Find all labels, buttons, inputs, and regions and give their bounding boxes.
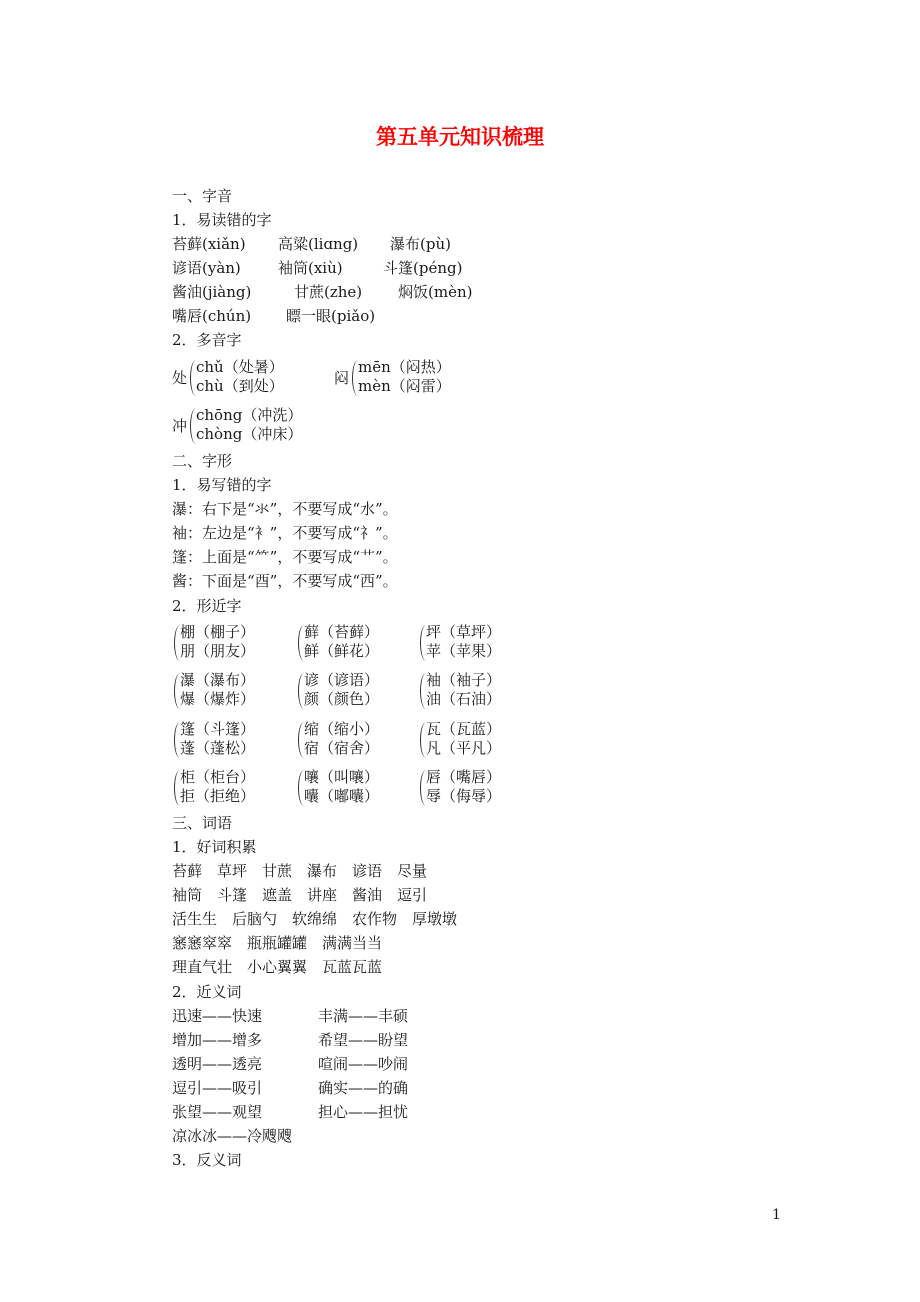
pinyin-item: 斗篷(péng) <box>383 259 463 277</box>
similar-char-pair <box>418 671 528 711</box>
polyphone-group <box>172 358 312 398</box>
writing-note: 酱：下面是“酉”，不要写成“西”。 <box>172 572 398 590</box>
word-list-line: 袖筒 斗篷 遮盖 讲座 酱油 逗引 <box>172 886 428 904</box>
similar-char: 油（石油） <box>426 690 502 708</box>
similar-char: 凡（平凡） <box>426 739 502 757</box>
synonym-pair: 逗引——吸引 <box>172 1079 263 1097</box>
subheading-synonyms: 2．近义词 <box>172 983 242 1001</box>
similar-char: 拒（拒绝） <box>180 787 256 805</box>
writing-note: 袖：左边是“衤”，不要写成“礻”。 <box>172 524 398 542</box>
similar-char: 柜（柜台） <box>180 768 256 786</box>
subheading-similar-chars: 2．形近字 <box>172 597 242 615</box>
similar-char-pair <box>296 623 406 663</box>
similar-char: 蓬（蓬松） <box>180 739 256 757</box>
similar-char: 唇（嘴唇） <box>426 768 502 786</box>
similar-char-pair <box>296 768 406 808</box>
similar-char: 棚（棚子） <box>180 623 256 641</box>
word-list-line: 理直气壮 小心翼翼 瓦蓝瓦蓝 <box>172 958 383 976</box>
similar-char-pair <box>172 623 282 663</box>
similar-char-pair <box>296 720 406 760</box>
page-number: 1 <box>772 1207 781 1223</box>
pinyin-item: 苔藓(xiǎn) <box>172 235 246 253</box>
polyphone-char: 闷 <box>334 369 350 387</box>
similar-char: 囔（嘟囔） <box>304 787 380 805</box>
polyphone-char: 处 <box>172 369 188 387</box>
synonym-pair: 丰满——丰硕 <box>318 1007 409 1025</box>
synonym-pair: 希望——盼望 <box>318 1031 409 1049</box>
synonym-pair: 透明——透亮 <box>172 1055 263 1073</box>
synonym-pair: 增加——增多 <box>172 1031 263 1049</box>
writing-note: 瀑：右下是“氺”，不要写成“水”。 <box>172 500 398 518</box>
polyphone-char: 冲 <box>172 417 188 435</box>
polyphone-reading: chōng（冲洗） <box>196 406 303 424</box>
polyphone-reading: mèn（闷雷） <box>358 377 451 395</box>
similar-char-pair <box>418 768 528 808</box>
similar-char: 瀑（瀑布） <box>180 671 256 689</box>
page-title: 第五单元知识梳理 <box>376 124 544 149</box>
pinyin-item: 高粱(liɑng) <box>278 235 359 253</box>
similar-char: 缩（缩小） <box>304 720 380 738</box>
synonym-pair: 迅速——快速 <box>172 1007 263 1025</box>
polyphone-reading: mēn（闷热） <box>358 358 451 376</box>
similar-char-pair <box>172 671 282 711</box>
similar-char: 朋（朋友） <box>180 642 256 660</box>
polyphone-group <box>172 406 332 446</box>
similar-char: 颜（颜色） <box>304 690 380 708</box>
section-heading-vocabulary: 三、词语 <box>172 814 233 832</box>
pinyin-item: 甘蔗(zhe) <box>294 283 363 301</box>
similar-char-pair <box>418 623 528 663</box>
similar-char: 宿（宿舍） <box>304 739 380 757</box>
polyphone-reading: chù（到处） <box>196 377 284 395</box>
similar-char-pair <box>172 720 282 760</box>
synonym-pair: 喧闹——吵闹 <box>318 1055 409 1073</box>
pinyin-item: 焖饭(mèn) <box>398 283 473 301</box>
word-list-line: 窸窸窣窣 瓶瓶罐罐 满满当当 <box>172 934 383 952</box>
subheading-antonyms: 3．反义词 <box>172 1151 242 1169</box>
similar-char: 爆（爆炸） <box>180 690 256 708</box>
similar-char: 嚷（叫嚷） <box>304 768 380 786</box>
section-heading-pronunciation: 一、字音 <box>172 187 233 205</box>
pinyin-item: 瞟一眼(piǎo) <box>286 307 376 325</box>
similar-char: 藓（苔藓） <box>304 623 380 641</box>
subheading-polyphones: 2．多音字 <box>172 331 242 349</box>
similar-char: 辱（侮辱） <box>426 787 502 805</box>
polyphone-reading: chòng（冲床） <box>196 425 303 443</box>
polyphone-reading: chǔ（处暑） <box>196 358 284 376</box>
similar-char: 瓦（瓦蓝） <box>426 720 502 738</box>
similar-char-pair <box>296 671 406 711</box>
similar-char-pair <box>418 720 528 760</box>
section-heading-glyphs: 二、字形 <box>172 452 233 470</box>
similar-char: 篷（斗篷） <box>180 720 256 738</box>
synonym-pair: 张望——观望 <box>172 1103 263 1121</box>
subheading-miswritten-chars: 1．易写错的字 <box>172 476 272 494</box>
pinyin-item: 瀑布(pù) <box>390 235 451 253</box>
similar-char: 坪（草坪） <box>426 623 502 641</box>
word-list-line: 活生生 后脑勺 软绵绵 农作物 厚墩墩 <box>172 910 458 928</box>
synonym-pair: 确实——的确 <box>318 1079 409 1097</box>
similar-char: 谚（谚语） <box>304 671 380 689</box>
polyphone-group <box>334 358 474 398</box>
synonym-pair: 担心——担忧 <box>318 1103 409 1121</box>
writing-note: 篷：上面是“⺮”，不要写成“艹”。 <box>172 548 398 566</box>
subheading-misread-chars: 1．易读错的字 <box>172 211 272 229</box>
word-list-line: 苔藓 草坪 甘蔗 瀑布 谚语 尽量 <box>172 862 428 880</box>
similar-char-pair <box>172 768 282 808</box>
similar-char: 袖（袖子） <box>426 671 502 689</box>
pinyin-item: 酱油(jiàng) <box>172 283 252 301</box>
similar-char: 苹（苹果） <box>426 642 502 660</box>
pinyin-item: 袖筒(xiù) <box>278 259 343 277</box>
synonym-pair: 凉冰冰——冷飕飕 <box>172 1127 293 1145</box>
pinyin-item: 谚语(yàn) <box>172 259 241 277</box>
similar-char: 鲜（鲜花） <box>304 642 380 660</box>
pinyin-item: 嘴唇(chún) <box>172 307 252 325</box>
subheading-good-words: 1．好词积累 <box>172 838 257 856</box>
